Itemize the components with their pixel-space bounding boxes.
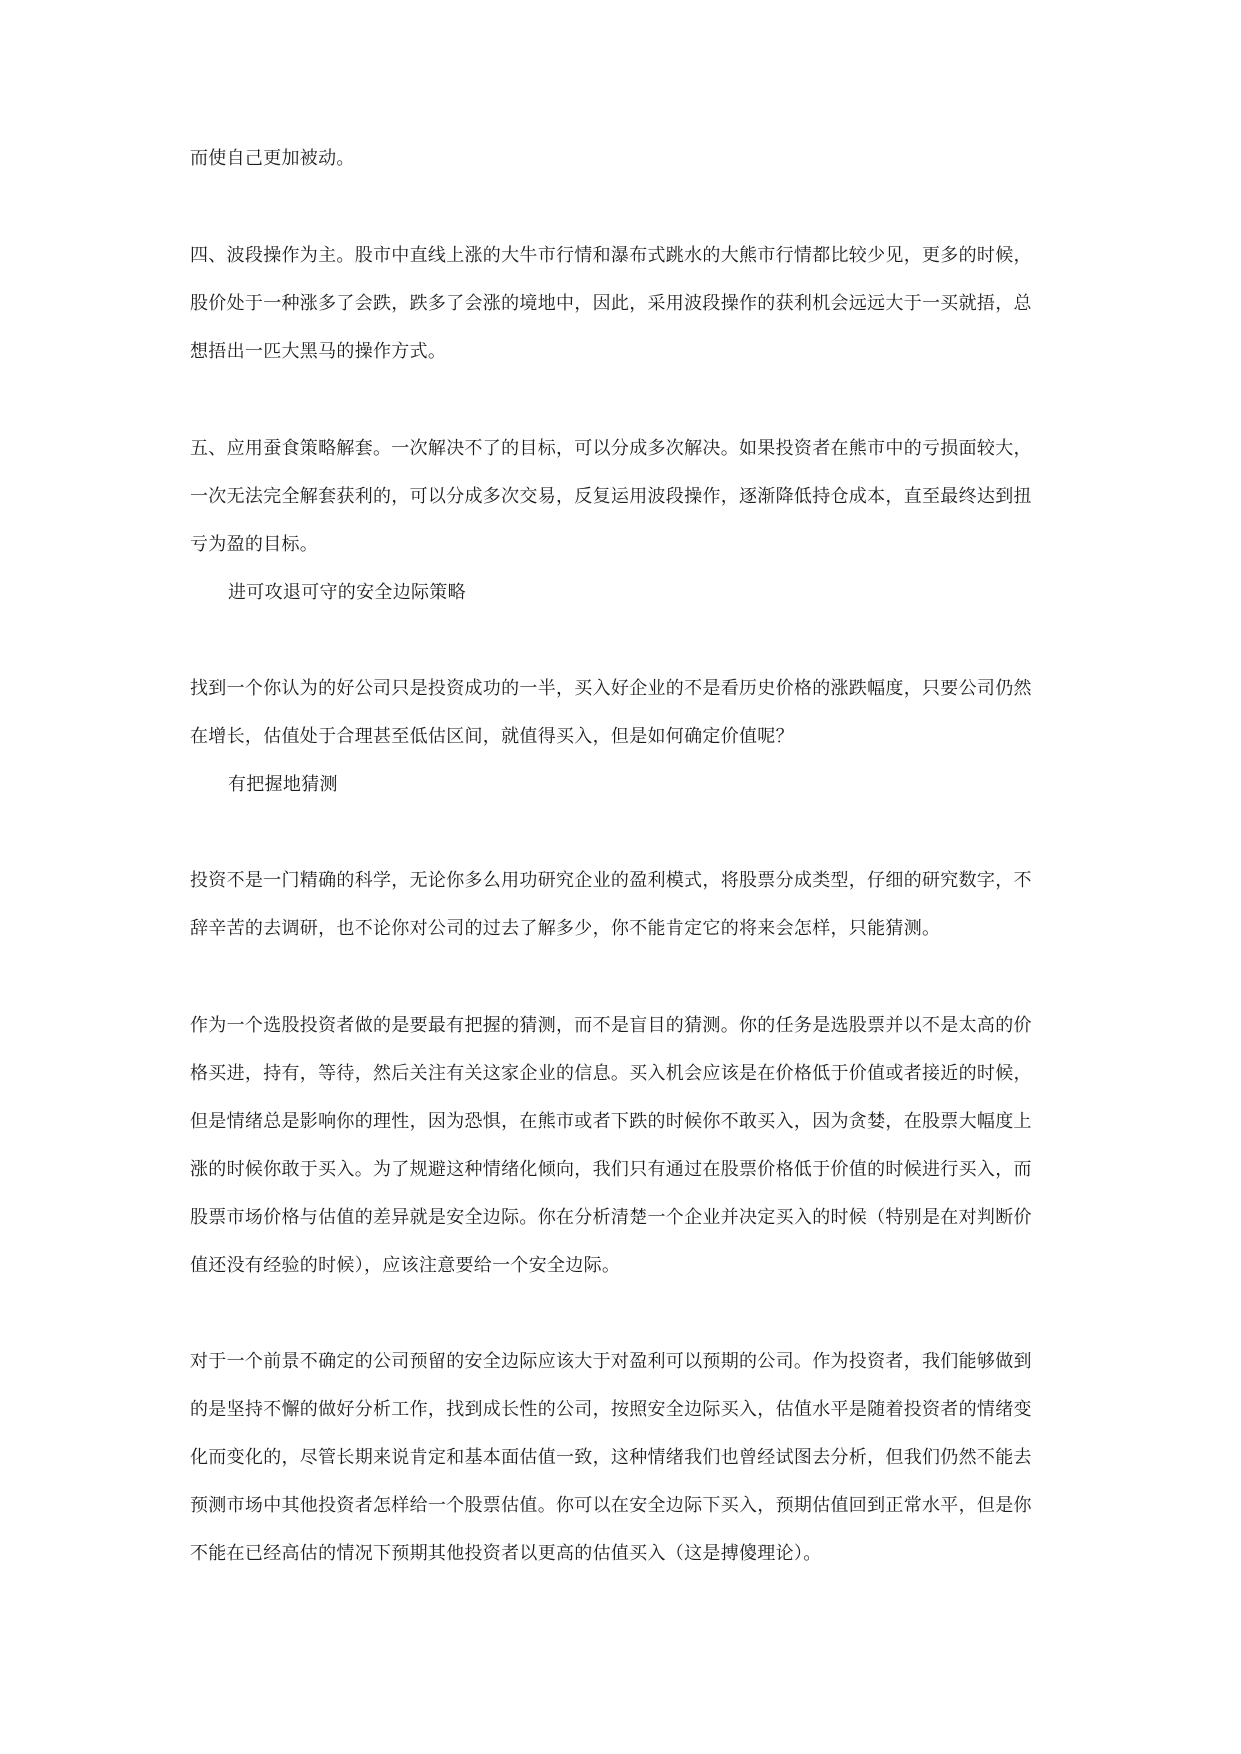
text-line: 想捂出一匹大黑马的操作方式。 (190, 341, 447, 362)
text-line: 但是情绪总是影响你的理性，因为恐惧，在熊市或者下跌的时候你不敢买入，因为贪婪，在股票大幅度上 (190, 1111, 1032, 1132)
text-line: 股价处于一种涨多了会跌，跌多了会涨的境地中，因此，采用波段操作的获利机会远远大于一买就捂，总 (190, 293, 1032, 314)
text-line: 不能在已经高估的情况下预期其他投资者以更高的估值买入（这是搏傻理论）。 (190, 1543, 822, 1564)
text-line: 股票市场价格与估值的差异就是安全边际。你在分析清楚一个企业并决定买入的时候（特别是在对判断价 (190, 1207, 1032, 1228)
paragraph-stock-picker (190, 1002, 1058, 1290)
text-line: 的是坚持不懈的做好分析工作，找到成长性的公司，按照安全边际买入，估值水平是随着投资者的情绪变 (190, 1399, 1032, 1420)
section-heading-safety-margin: 进可攻退可守的安全边际策略 (228, 582, 466, 603)
text-line: 化而变化的，尽管长期来说肯定和基本面估值一致，这种情绪我们也曾经试图去分析，但我们仍然不能去 (190, 1447, 1032, 1468)
text-line: 值还没有经验的时候），应该注意要给一个安全边际。 (190, 1255, 621, 1276)
text-line: 作为一个选股投资者做的是要最有把握的猜测，而不是盲目的猜测。你的任务是选股票并以不是太高的价 (190, 1015, 1032, 1036)
section-heading-confident-guess: 有把握地猜测 (228, 774, 338, 795)
paragraph-find-company (190, 665, 1058, 761)
text-line: 一次无法完全解套获利的，可以分成多次交易，反复运用波段操作，逐渐降低持仓成本，直至最终达到扭 (190, 486, 1032, 507)
text-line: 涨的时候你敢于买入。为了规避这种情绪化倾向，我们只有通过在股票价格低于价值的时候进行买入，而 (190, 1159, 1032, 1180)
text-line: 格买进，持有，等待，然后关注有关这家企业的信息。买入机会应该是在价格低于价值或者接近的时候， (190, 1063, 1032, 1084)
text-line: 四、波段操作为主。股市中直线上涨的大牛市行情和瀑布式跳水的大熊市行情都比较少见，更多的时候， (190, 245, 1032, 266)
text-line: 而使自己更加被动。 (190, 148, 355, 169)
paragraph-nibble-strategy (190, 425, 1058, 569)
text-line: 找到一个你认为的好公司只是投资成功的一半，买入好企业的不是看历史价格的涨跌幅度，只要公司仍然 (190, 678, 1032, 699)
paragraph-wave-operation (190, 232, 1058, 376)
text-line: 亏为盈的目标。 (190, 534, 319, 555)
text-line: 五、应用蚕食策略解套。一次解决不了的目标，可以分成多次解决。如果投资者在熊市中的亏损面较大， (190, 438, 1032, 459)
text-line: 辞辛苦的去调研，也不论你对公司的过去了解多少，你不能肯定它的将来会怎样，只能猜测。 (190, 918, 941, 939)
text-line: 投资不是一门精确的科学，无论你多么用功研究企业的盈利模式，将股票分成类型，仔细的研究数字，不 (190, 870, 1032, 891)
text-line: 对于一个前景不确定的公司预留的安全边际应该大于对盈利可以预期的公司。作为投资者，我们能够做到 (190, 1351, 1032, 1372)
paragraph-intro (190, 135, 1058, 183)
text-line: 在增长，估值处于合理甚至低估区间，就值得买入，但是如何确定价值呢？ (190, 726, 794, 747)
paragraph-investing-not-science (190, 857, 1058, 953)
paragraph-uncertain-company (190, 1338, 1058, 1578)
text-line: 预测市场中其他投资者怎样给一个股票估值。你可以在安全边际下买入，预期估值回到正常水平，但是你 (190, 1495, 1032, 1516)
